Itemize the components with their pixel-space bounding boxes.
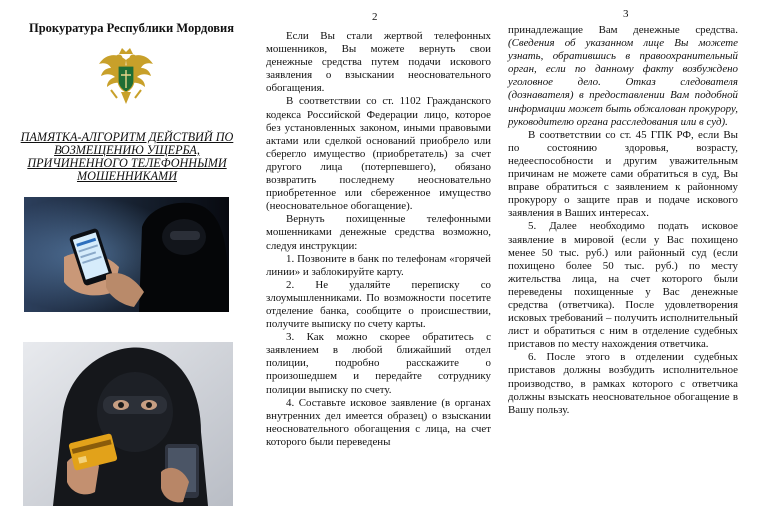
organization-title: Прокуратура Республики Мордовия bbox=[29, 21, 234, 35]
step-4-paragraph: 4. Составьте исковое заявление (в органах внутренних дел имеется образец) о взыскании неосновательного обогащения с лица, на счет которого были переведены bbox=[266, 396, 491, 448]
step-5-paragraph: 5. Далее необходимо подать исковое заявление в мировой (если у Вас похищено менее 50 тыс. руб.) или районный суд (если похищено более 50 тыс. руб.) по месту жительства лица, на счет которого были переведены похищенные у Вас денежные средства (ответчика). После удовлетворения исковых требований – получить исполнительный лист и обратиться с ним в отделение судебных приставов по месту нахождения ответчика. bbox=[508, 220, 738, 351]
article-1102-paragraph: В соответствии со ст. 1102 Гражданского кодекса Российской Федерации лицо, которое без установленных законом, иными правовыми актами или сделкой оснований приобрело или сберегло имущество (приобретатель) за счет другого лица (потерпевшего), обязано возвратить последнему неосновательно приобретенное или сбереженное имущество (неосновательное обогащение). bbox=[266, 95, 491, 213]
memo-title: ПАМЯТКА-АЛГОРИТМ ДЕЙСТВИЙ ПО ВОЗМЕЩЕНИЮ УЩЕРБА, ПРИЧИНЕННОГО ТЕЛЕФОННЫМИ МОШЕННИКАМИ bbox=[20, 130, 234, 183]
article-45-paragraph: В соответствии со ст. 45 ГПК РФ, если Вы по состоянию здоровья, возрасту, недееспособности и другим уважительным причинам не можете сами обратиться в суд, Вы вправе обратиться с заявлением к районному прокурору о защите прав и подаче искового заявления в Ваших интересах. bbox=[508, 128, 738, 220]
step-1-paragraph: 1. Позвоните в банк по телефонам «горячей линии» и заблокируйте карту. bbox=[266, 252, 491, 278]
page-number-3: 3 bbox=[623, 8, 629, 20]
page-3-text bbox=[508, 24, 738, 417]
italic-note: (Сведения об указанном лице Вы можете узнать, обратившись в правоохранительный орган, если по данному факту возбуждено уголовное дело. Отказ следователя (дознавателя) в предоставлении Вам подобной информации может быть обжалован прокурору, руководителю органа расследования или в суд). bbox=[508, 37, 738, 128]
page-2-text bbox=[266, 30, 491, 449]
cover-column bbox=[0, 0, 252, 523]
instruction-intro-paragraph: Вернуть похищенные телефонными мошенниками денежные средства возможно, следуя инструкции: bbox=[266, 213, 491, 252]
step-6-paragraph: 6. После этого в отделении судебных приставов должны возбудить исполнительное производство, в рамках которого с ответчика должны взыскать неосновательное обогащение в Вашу пользу. bbox=[508, 351, 738, 416]
intro-paragraph: Если Вы стали жертвой телефонных мошенников, Вы можете вернуть свои денежные средства путем подачи искового заявления о взыскании неосновательного обогащения. bbox=[266, 30, 491, 95]
photo-hooded-man-with-smartphone bbox=[24, 197, 229, 312]
continuation-line: принадлежащие Вам денежные средства. bbox=[508, 24, 738, 36]
page-number-2: 2 bbox=[372, 11, 378, 23]
step-3-paragraph: 3. Как можно скорее обратитесь с заявлением в любой ближайший отдел полиции, подробно расскажите о произошедшем и передайте сотруднику полиции выписку по счету. bbox=[266, 331, 491, 396]
continuation-text bbox=[508, 24, 738, 129]
step-2-paragraph: 2. Не удаляйте переписку со злоумышленниками. По возможности посетите отделение банка, сообщите о происшествии, получите выписку по счету карты. bbox=[266, 278, 491, 331]
prosecutor-emblem-icon bbox=[97, 46, 155, 106]
photo-masked-hacker-with-card bbox=[23, 342, 233, 506]
